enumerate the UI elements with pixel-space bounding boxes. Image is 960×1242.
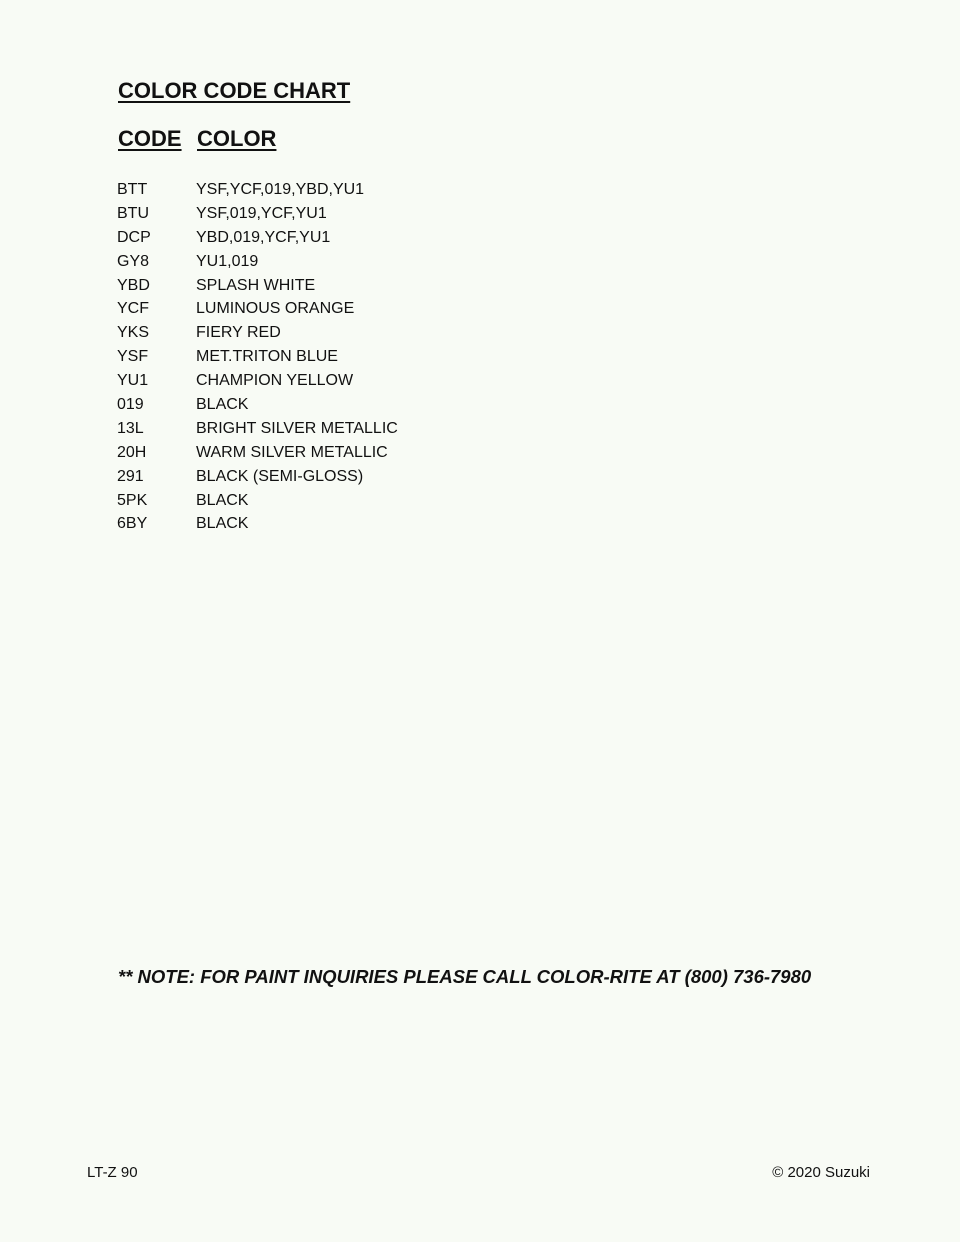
row-color: MET.TRITON BLUE — [196, 348, 338, 366]
row-color: LUMINOUS ORANGE — [196, 300, 355, 318]
row-code: YKS — [117, 324, 150, 342]
table-row — [117, 489, 517, 513]
row-color: BLACK — [196, 396, 249, 414]
row-color: FIERY RED — [196, 324, 281, 342]
color-code-table — [117, 178, 517, 536]
row-code: 5PK — [117, 491, 148, 509]
footer-model: LT-Z 90 — [87, 1164, 138, 1181]
row-code: DCP — [117, 228, 151, 246]
table-row — [117, 512, 517, 536]
table-row — [117, 465, 517, 489]
row-color: BLACK — [196, 491, 249, 509]
row-color: BRIGHT SILVER METALLIC — [196, 419, 398, 437]
row-color: YSF,019,YCF,YU1 — [196, 204, 327, 222]
table-row — [117, 441, 517, 465]
table-row — [117, 202, 517, 226]
row-code: YU1 — [117, 372, 149, 390]
row-color: WARM SILVER METALLIC — [196, 443, 388, 461]
row-color: SPLASH WHITE — [196, 276, 316, 294]
table-row — [117, 297, 517, 321]
row-color: BLACK — [196, 515, 249, 533]
row-code: BTT — [117, 181, 148, 198]
row-color: YBD,019,YCF,YU1 — [196, 228, 331, 246]
color-column-header: COLOR — [197, 126, 277, 151]
code-column-header: CODE — [118, 126, 182, 151]
table-row — [117, 369, 517, 393]
table-row — [117, 226, 517, 250]
row-code: 291 — [117, 467, 144, 485]
row-code: GY8 — [117, 252, 150, 270]
row-code: YCF — [117, 300, 149, 318]
table-row — [117, 417, 517, 441]
row-code: 6BY — [117, 515, 148, 533]
row-color: CHAMPION YELLOW — [196, 372, 354, 390]
table-row — [117, 321, 517, 345]
table-row — [117, 178, 517, 202]
footer-copyright: © 2020 Suzuki — [772, 1164, 870, 1181]
table-row — [117, 274, 517, 298]
row-color: YU1,019 — [196, 252, 259, 270]
table-row — [117, 345, 517, 369]
row-color: BLACK (SEMI-GLOSS) — [196, 467, 364, 485]
row-code: YSF — [117, 348, 149, 366]
row-color: YSF,YCF,019,YBD,YU1 — [196, 181, 365, 198]
row-code: YBD — [117, 276, 150, 294]
row-code: 20H — [117, 443, 147, 461]
table-row — [117, 250, 517, 274]
page-title: COLOR CODE CHART — [118, 78, 351, 103]
row-code: 019 — [117, 396, 144, 414]
paint-inquiry-note: ** NOTE: FOR PAINT INQUIRIES PLEASE CALL COLOR-RITE AT (800) 736-7980 — [118, 966, 812, 987]
row-code: 13L — [117, 419, 144, 437]
table-row — [117, 393, 517, 417]
row-code: BTU — [117, 204, 149, 222]
